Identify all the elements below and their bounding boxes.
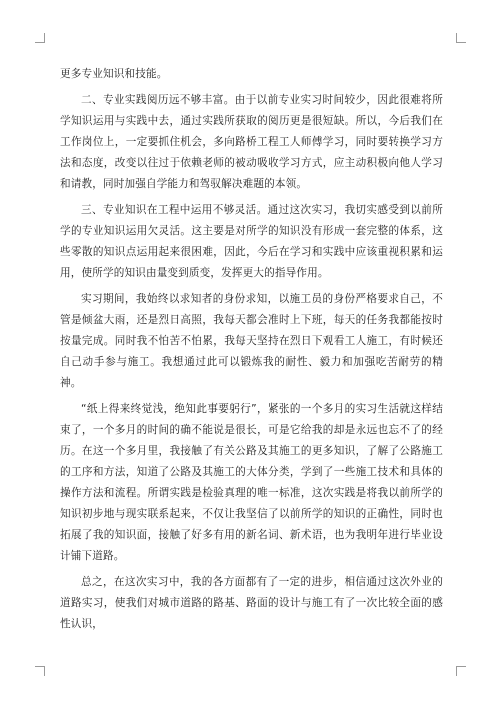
corner-mark-bottom-left — [35, 666, 45, 676]
paragraph-knowledge-application: 三、专业知识在工程中运用不够灵活。通过这次实习，我切实感受到以前所学的专业知识运用欠灵活。这主要是对所学的知识没有形成一套完整的体系，这些零散的知识点运用起来很困难，因此，今后在学习和实践中应该重视积累和运用，使所学的知识由量变到质变，发挥更大的指导作用。 — [60, 204, 443, 279]
corner-mark-top-left — [35, 33, 45, 43]
paragraph-summary: 总之，在这次实习中，我的各方面都有了一定的进步，相信通过这次外业的道路实习，使我们对城市道路的路基、路面的设计与施工有了一次比较全面的感性认识， — [60, 576, 443, 630]
paragraph-internship-attitude: 实习期间，我始终以求知者的身份求知，以施工员的身份严格要求自己，不管是倾盆大雨，还是烈日高照，我每天都会准时上下班，每天的任务我都能按时按量完成。同时我不怕苦不怕累，我每天坚持在烈日下观看工人施工，有时候还自己动手参与施工。我想通过此可以锻炼我的耐性、毅力和加强吃苦耐劳的精神。 — [60, 293, 443, 389]
corner-mark-bottom-right — [456, 666, 466, 676]
paragraph-continuation: 更多专业知识和技能。 — [60, 68, 168, 80]
paragraph-practice-experience: 二、专业实践阅历远不够丰富。由于以前专业实习时间较少，因此很难将所学知识运用与实践中去，通过实践所获取的阅历更是很短缺。所以，今后我们在工作岗位上，一定要抓住机会，多向路桥工程工人师傅学习，同时要转换学习方法和态度，改变以往过于依赖老师的被动吸收学习方式，应主动积极向他人学习和请教，同时加强自学能力和驾驭解决难题的本领。 — [60, 94, 443, 190]
paragraph-reflection: “纸上得来终觉浅，绝知此事要躬行”，紧张的一个多月的实习生活就这样结束了，一个多月的时间的确不能说是很长，可是它给我的却是永远也忘不了的经历。在这一个多月里，我接触了有关公路及其施工的更多知识，了解了公路施工的工序和方法，知道了公路及其施工的大体分类，学到了一些施工技术和具体的操作方法和流程。所谓实践是检验真理的唯一标准，这次实践是将我以前所学的知识初步地与现实联系起来，不仅让我坚信了以前所学的知识的正确性，同时也拓展了我的知识面，接触了好多有用的新名词、新术语，也为我明年进行毕业设计铺下道路。 — [60, 403, 443, 562]
corner-mark-top-right — [456, 33, 466, 43]
document-body — [60, 64, 443, 635]
